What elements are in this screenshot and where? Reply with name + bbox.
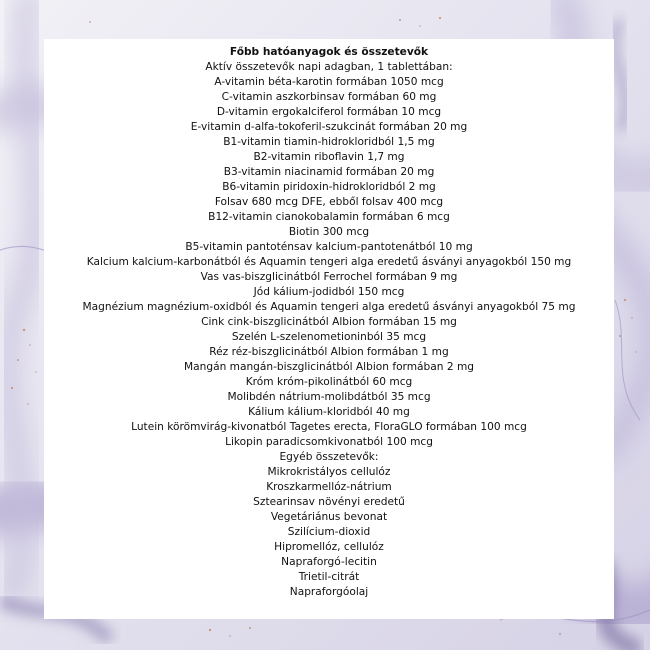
other-ingredient-line: Kroszkarmellóz-nátrium bbox=[266, 481, 392, 493]
other-ingredient-line: Trietil-citrát bbox=[298, 571, 360, 583]
ingredient-line: B12-vitamin cianokobalamin formában 6 mcg bbox=[208, 211, 450, 223]
active-ingredients-heading: Aktív összetevők napi adagban, 1 tablettában: bbox=[205, 61, 453, 73]
other-ingredient-line: Vegetáriánus bevonat bbox=[270, 511, 388, 523]
page-title: Főbb hatóanyagok és összetevők bbox=[229, 46, 429, 58]
ingredient-line: B6-vitamin piridoxin-hidrokloridból 2 mg bbox=[222, 181, 436, 193]
ingredient-line: Molibdén nátrium-molibdátból 35 mcg bbox=[227, 391, 431, 403]
ingredient-line: Jód kálium-jodidból 150 mcg bbox=[253, 286, 405, 298]
ingredient-line: Kalcium kalcium-karbonátból és Aquamin tengeri alga eredetű ásványi anyagokból 150 mg bbox=[86, 256, 572, 268]
ingredient-line: B2-vitamin riboflavin 1,7 mg bbox=[253, 151, 405, 163]
ingredient-line: C-vitamin aszkorbinsav formában 60 mg bbox=[221, 91, 437, 103]
ingredient-line: E-vitamin d-alfa-tokoferil-szukcinát formában 20 mg bbox=[190, 121, 468, 133]
ingredient-line: Folsav 680 mcg DFE, ebből folsav 400 mcg bbox=[214, 196, 444, 208]
ingredient-line: D-vitamin ergokalciferol formában 10 mcg bbox=[216, 106, 442, 118]
ingredient-line: Likopin paradicsomkivonatból 100 mcg bbox=[225, 436, 433, 448]
ingredient-line: B1-vitamin tiamin-hidrokloridból 1,5 mg bbox=[223, 136, 435, 148]
other-ingredient-line: Szilícium-dioxid bbox=[287, 526, 371, 538]
ingredient-line: Réz réz-biszglicinátból Albion formában 1 mg bbox=[209, 346, 449, 358]
ingredients-card bbox=[44, 39, 614, 619]
other-ingredients-list bbox=[44, 465, 614, 600]
ingredient-line: B3-vitamin niacinamid formában 20 mg bbox=[223, 166, 435, 178]
other-ingredients-heading: Egyéb összetevők: bbox=[279, 451, 379, 463]
ingredient-line: Szelén L-szelenometioninból 35 mcg bbox=[231, 331, 427, 343]
ingredient-line: Króm króm-pikolinátból 60 mcg bbox=[245, 376, 413, 388]
other-ingredient-line: Sztearinsav növényi eredetű bbox=[253, 496, 405, 508]
ingredient-line: Biotin 300 mcg bbox=[288, 226, 370, 238]
other-ingredient-line: Napraforgóolaj bbox=[289, 586, 369, 598]
ingredient-line: B5-vitamin pantoténsav kalcium-pantotenátból 10 mg bbox=[185, 241, 473, 253]
other-ingredient-line: Napraforgó-lecitin bbox=[281, 556, 377, 568]
ingredient-line: Cink cink-biszglicinátból Albion formában 15 mg bbox=[201, 316, 457, 328]
other-ingredient-line: Hipromellóz, cellulóz bbox=[274, 541, 384, 553]
active-ingredients-list bbox=[44, 75, 614, 450]
ingredient-line: Vas vas-biszglicinátból Ferrochel formában 9 mg bbox=[200, 271, 458, 283]
ingredient-line: A-vitamin béta-karotin formában 1050 mcg bbox=[214, 76, 444, 88]
ingredient-line: Magnézium magnézium-oxidból és Aquamin tengeri alga eredetű ásványi anyagokból 75 mg bbox=[82, 301, 576, 313]
other-ingredient-line: Mikrokristályos cellulóz bbox=[267, 466, 391, 478]
ingredient-line: Lutein körömvirág-kivonatból Tagetes erecta, FloraGLO formában 100 mcg bbox=[131, 421, 527, 433]
ingredient-line: Mangán mangán-biszglicinátból Albion formában 2 mg bbox=[184, 361, 474, 373]
ingredient-line: Kálium kálium-kloridból 40 mg bbox=[248, 406, 410, 418]
